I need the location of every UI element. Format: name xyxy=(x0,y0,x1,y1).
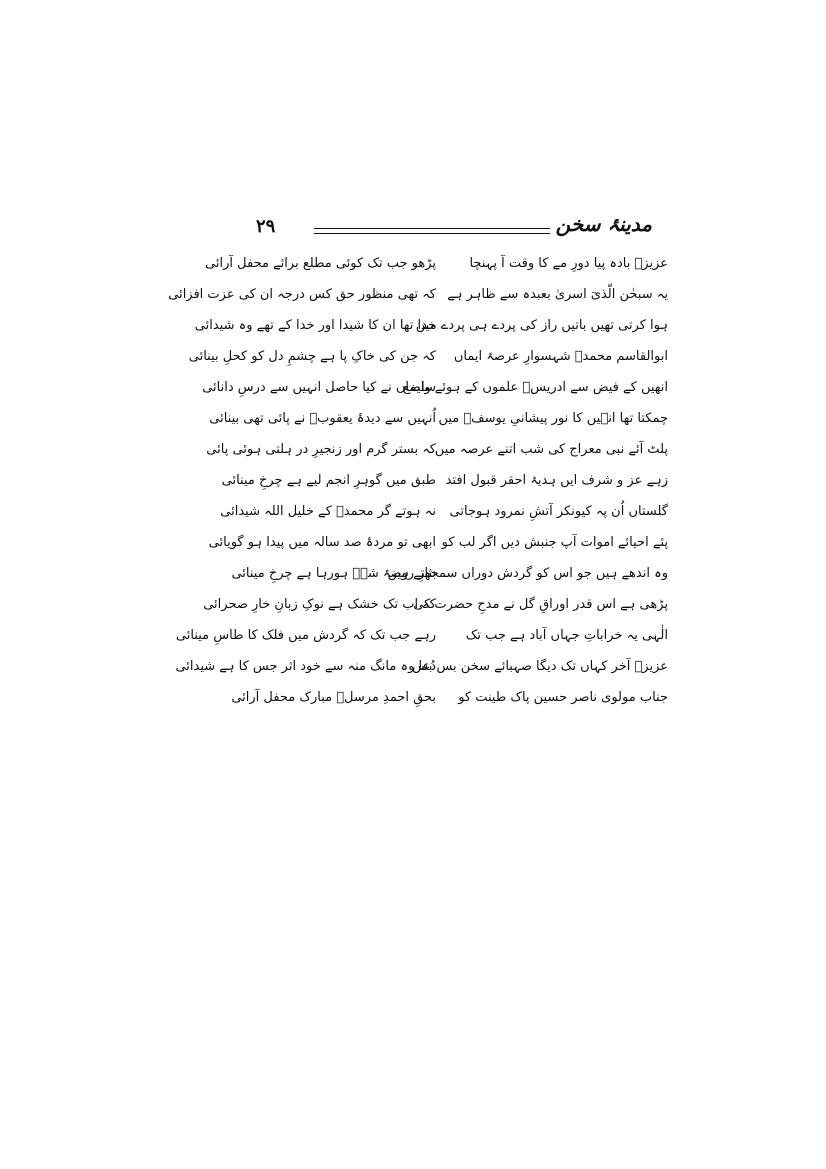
verse-line: خدا تھا ان کا شیدا اور خدا کے تھے وہ شیدائی xyxy=(194,318,436,333)
right-column xyxy=(387,248,668,713)
verse-line: کہ تھی منظور حق کس درجہ ان کی عزت افزائی xyxy=(168,287,436,302)
left-column xyxy=(168,248,436,713)
verse-line: اُنہیں سے دیدۂ یعقوبؑ نے پائی تھی بینائی xyxy=(209,411,436,426)
page-header xyxy=(250,212,660,246)
verse-line: پئے احیائے اموات آپ جنبش دیں اگر لب کو xyxy=(441,535,668,550)
running-title: مدینۂ سخن xyxy=(555,212,652,236)
page-number: ۲۹ xyxy=(256,216,276,237)
verse-line: جناب مولوی ناصر حسین پاک طینت کو xyxy=(458,690,668,705)
verse-line: طبق میں گوہرِ انجم لیے ہے چرخِ مینائی xyxy=(221,473,436,488)
verse-line: کہ اب تک خشک ہے نوکِ زبانِ خارِ صحرائی xyxy=(203,597,436,612)
verse-line: عزیزؔ بادہ پیا دورِ مے کا وقت آ پہنچا xyxy=(469,256,668,271)
verse-line: سلیماں نے کیا حاصل انہیں سے درسِ دانائی xyxy=(202,380,436,395)
verse-line: وہ اندھے ہیں جو اس کو گردش دوراں سمجھتے ہیں xyxy=(387,566,668,581)
verse-line: پلٹ آئے نبی معراج کی شب اتنے عرصہ میں xyxy=(434,442,668,457)
verse-line: عزیزؔ آخر کہاں تک دیگا صہبائے سخن بس بس xyxy=(412,659,668,674)
verse-line: دُعا وہ مانگ منہ سے خود اثر جس کا ہے شیدائی xyxy=(175,659,436,674)
verse-line: چمکتا تھا انہیں کا نور پیشانیِ یوسفؑ میں xyxy=(438,411,668,426)
verse-line: نہ ہوتے گر محمدؐ کے خلیل اللہ شیدائی xyxy=(220,504,436,519)
verse-line: الٰہی یہ خراباتِ جہاں آباد ہے جب تک xyxy=(465,628,668,643)
verse-line: گلستاں اُن پہ کیونکر آتشِ نمرود ہوجاتی xyxy=(449,504,668,519)
verse-line: ابھی تو مردۂ صد سالہ میں پیدا ہو گویائی xyxy=(208,535,436,550)
verse-line: انھیں کے فیض سے ادریسؑ علموں کے ہوئے واضع xyxy=(402,380,668,395)
header-rule xyxy=(314,228,550,229)
verse-line: ہوا کرتی تھیں باتیں راز کی پردے ہی پردے میں xyxy=(415,318,668,333)
verse-line: نثارِ روضۂ شہؐ ہورہا ہے چرخِ مینائی xyxy=(231,566,436,581)
verse-line: بحقِ احمدِ مرسلؐ مبارک محفل آرائی xyxy=(231,690,436,705)
verse-line: پڑھو جب تک کوئی مطلع برائے محفل آرائی xyxy=(205,256,436,271)
verse-line: یہ سبحٰن الّذیٓ اسریٰ بعبدہ سے ظاہر ہے xyxy=(447,287,668,302)
verse-line: کہ بستر گرم اور زنجیرِ در ہلتی ہوئی پائی xyxy=(206,442,436,457)
poem-body xyxy=(168,248,668,778)
verse-line: کہ جن کی خاکِ پا ہے چشمِ دل کو کحلِ بینائی xyxy=(188,349,436,364)
header-rule xyxy=(314,233,550,234)
verse-line: زہے عز و شرف ایں ہدیۂ احقر قبول افتد xyxy=(445,473,668,488)
verse-line: رہے جب تک کہ گردش میں فلک کا طاسِ مینائی xyxy=(175,628,436,643)
verse-line: ابوالقاسم محمدؐ شہسوارِ عرصۂ ایماں xyxy=(453,349,668,364)
verse-line: پڑھی ہے اس قدر اوراقِ گل نے مدحِ حضرت کی xyxy=(413,597,668,612)
